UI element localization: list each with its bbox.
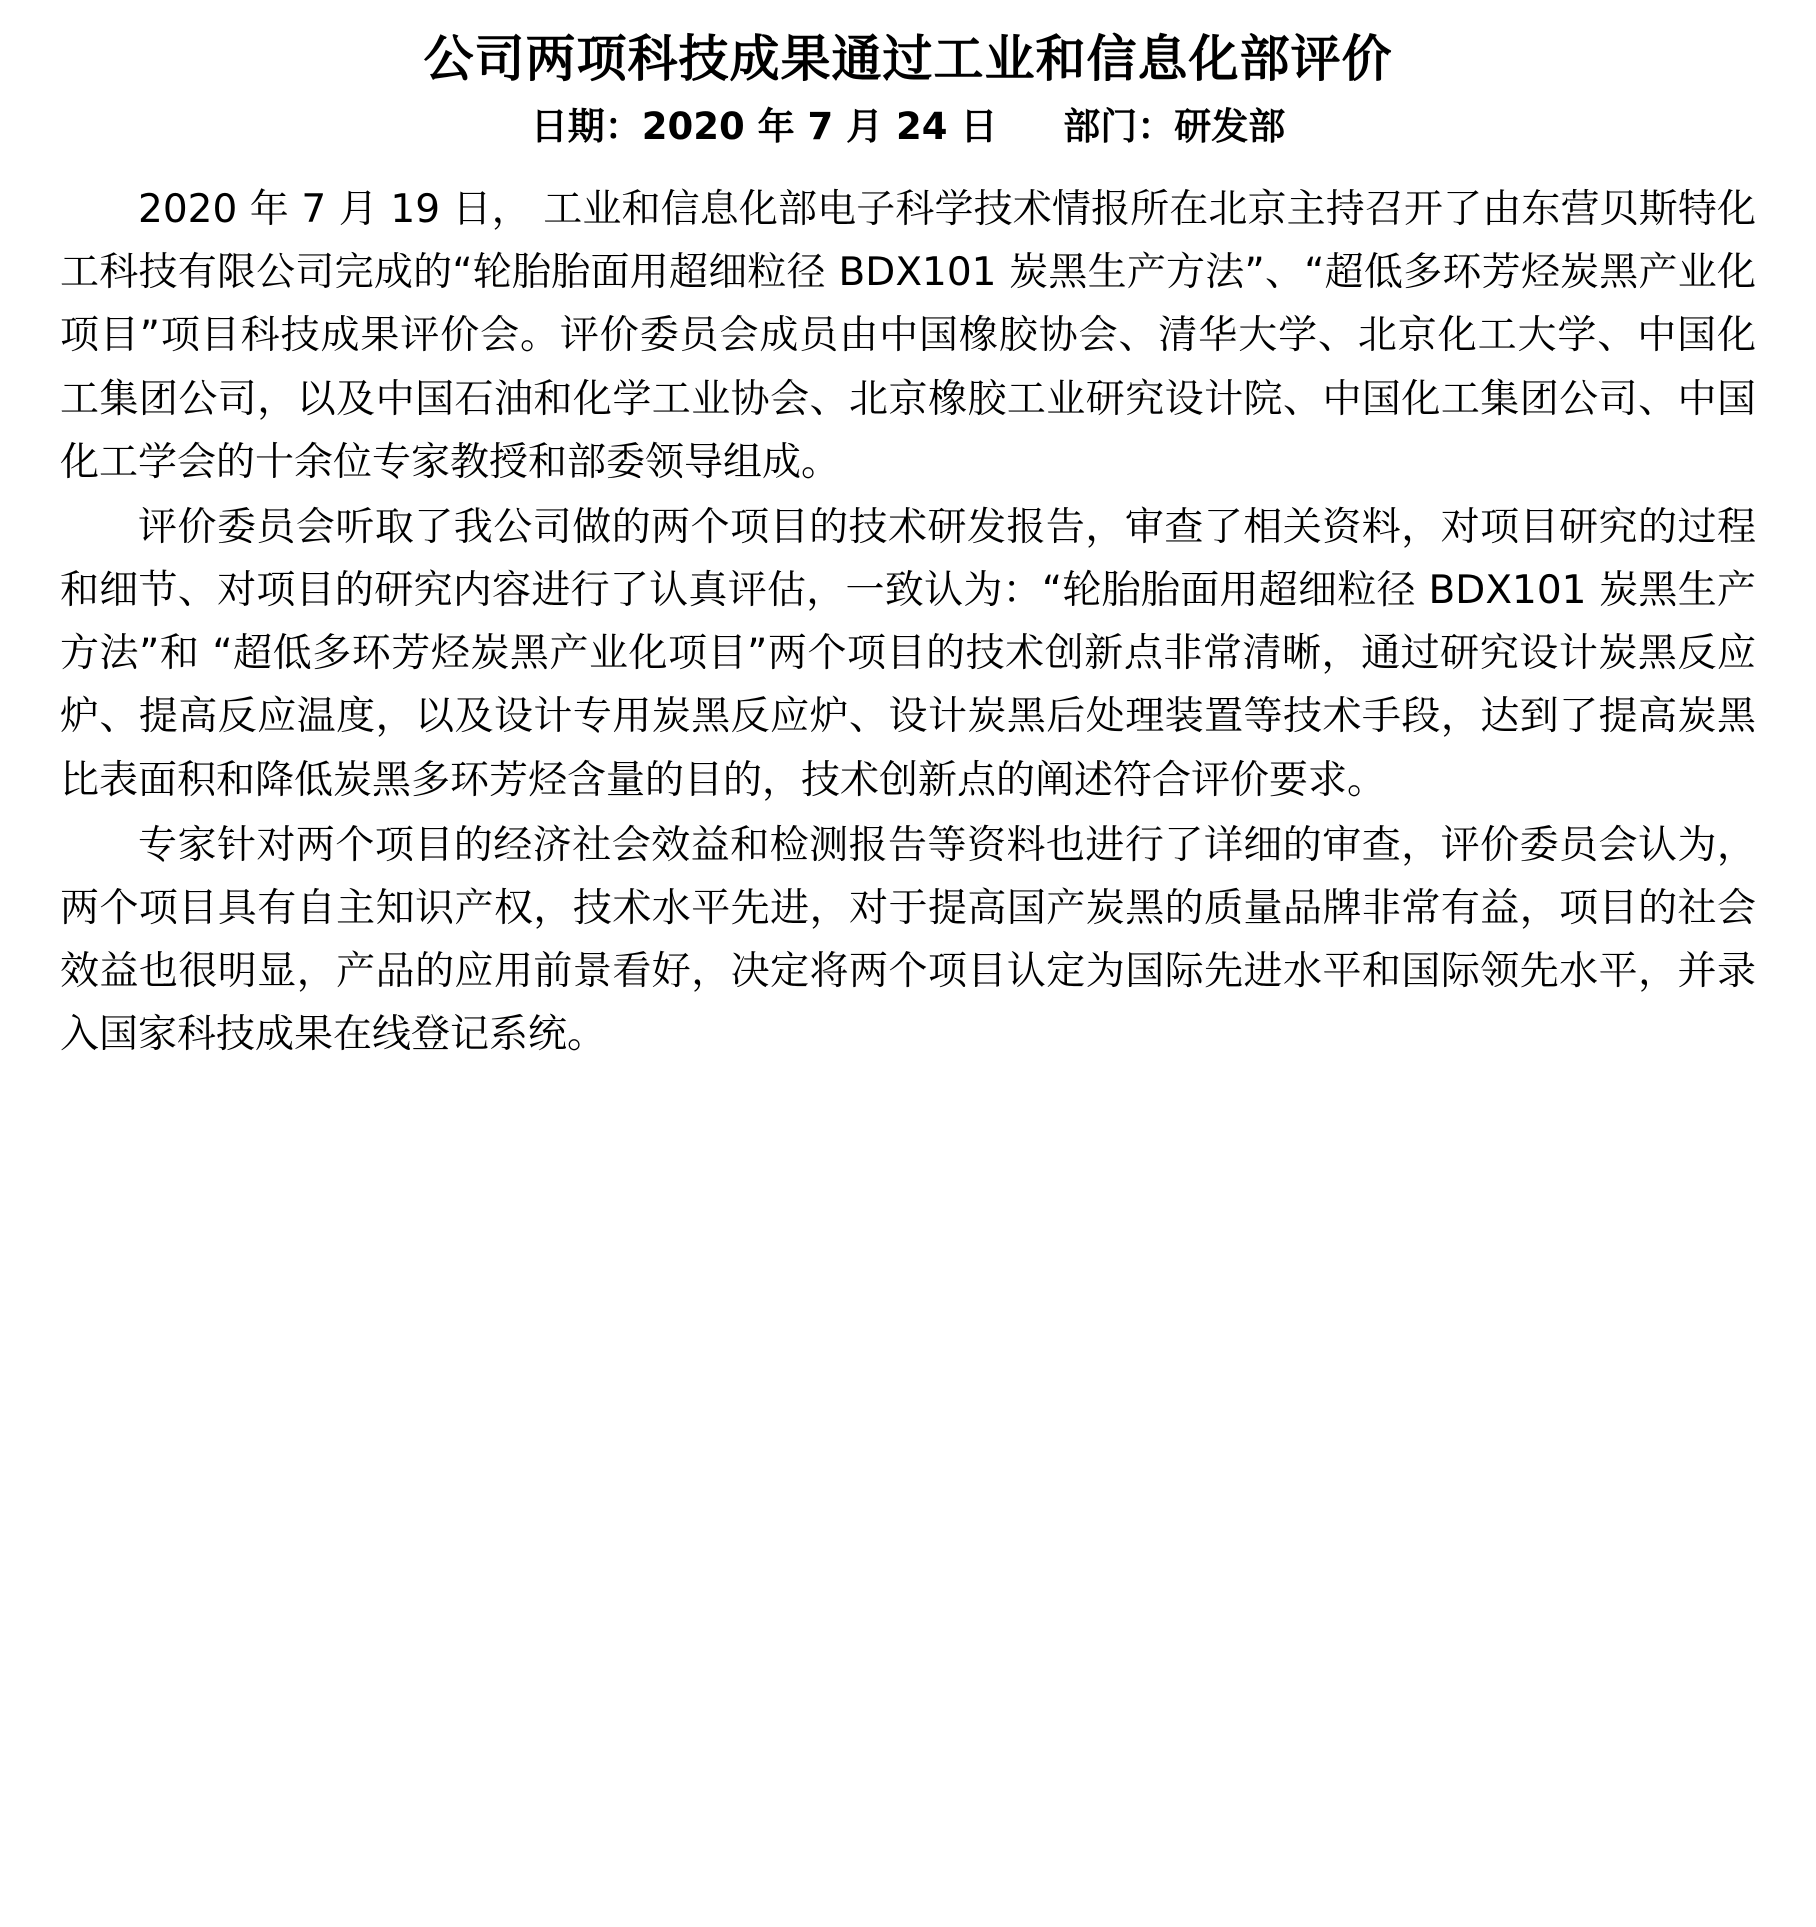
document-meta: [60, 99, 1756, 155]
page-title: 公司两项科技成果通过工业和信息化部评价: [423, 30, 1393, 88]
meta-date: 日期：2020 年 7 月 24 日: [530, 104, 998, 148]
paragraph-2: 评价委员会听取了我公司做的两个项目的技术研发报告，审查了相关资料，对项目研究的过程和细节、对项目的研究内容进行了认真评估，一致认为：“轮胎胎面用超细粒径 BDX101 炭黑生产方法”和 “超低多环芳烃炭黑产业化项目”两个项目的技术创新点非常清晰，通过研究设计炭黑反应炉、提高反应温度，以及设计专用炭黑反应炉、设计炭黑后处理装置等技术手段，达到了提高炭黑比表面积和降低炭黑多环芳烃含量的目的，技术创新点的阐述符合评价要求。: [60, 504, 1756, 803]
paragraph-3: 专家针对两个项目的经济社会效益和检测报告等资料也进行了详细的审查，评价委员会认为，两个项目具有自主知识产权，技术水平先进，对于提高国产炭黑的质量品牌非常有益，项目的社会效益也很明显，产品的应用前景看好，决定将两个项目认定为国际先进水平和国际领先水平，并录入国家科技成果在线登记系统。: [60, 822, 1756, 1058]
document-body: [60, 178, 1756, 1066]
meta-department: 部门：研发部: [1063, 104, 1286, 148]
paragraph-1: 2020 年 7 月 19 日， 工业和信息化部电子科学技术情报所在北京主持召开了由东营贝斯特化工科技有限公司完成的“轮胎胎面用超细粒径 BDX101 炭黑生产方法”、“超低多环芳烃炭黑产业化项目”项目科技成果评价会。评价委员会成员由中国橡胶协会、清华大学、北京化工大学、中国化工集团公司，以及中国石油和化学工业协会、北京橡胶工业研究设计院、中国化工集团公司、中国化工学会的十余位专家教授和部委领导组成。: [60, 187, 1756, 485]
